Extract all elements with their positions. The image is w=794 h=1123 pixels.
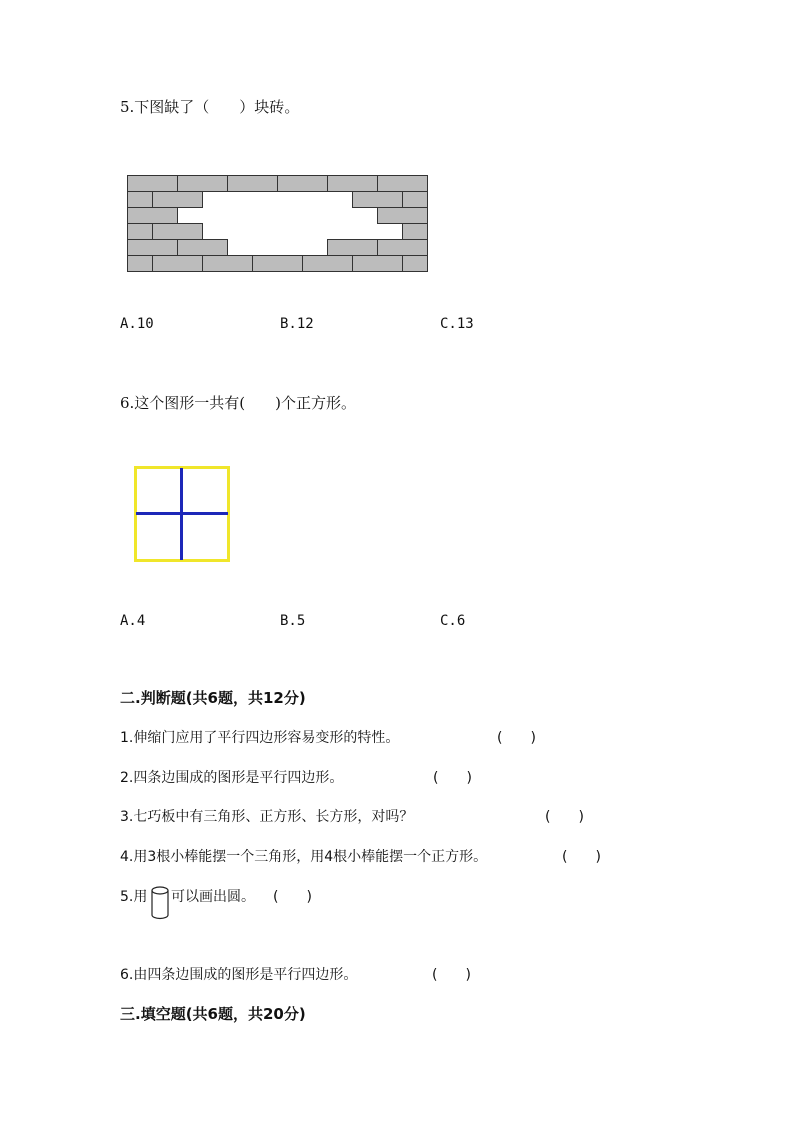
- tf-item-3-blank[interactable]: ( ): [545, 809, 584, 825]
- brick: [128, 176, 178, 192]
- tf-item-5-blank[interactable]: ( ): [273, 889, 312, 905]
- brick: [153, 224, 203, 240]
- brick: [153, 256, 203, 272]
- brick: [353, 256, 403, 272]
- q6-option-b[interactable]: B.5: [280, 613, 306, 629]
- tf-item-4-blank[interactable]: ( ): [562, 849, 601, 865]
- section-3-title: 三.填空题(共6题，共20分): [120, 1005, 306, 1023]
- brick: [328, 176, 378, 192]
- tf-item-5-before: 5.用: [120, 889, 148, 905]
- q5-option-a[interactable]: A.10: [120, 316, 154, 332]
- brick: [128, 256, 153, 272]
- brick: [203, 256, 253, 272]
- question-6: 6.这个图形一共有( )个正方形。: [120, 394, 357, 412]
- brick: [403, 256, 428, 272]
- tf-item-2: 2.四条边围成的图形是平行四边形。: [120, 770, 344, 786]
- brick-wall-figure: [127, 175, 427, 271]
- square-grid-figure: [134, 466, 230, 562]
- tf-item-2-blank[interactable]: ( ): [433, 770, 472, 786]
- q5-option-c[interactable]: C.13: [440, 316, 474, 332]
- tf-item-1-blank[interactable]: ( ): [497, 730, 536, 746]
- tf-item-6: 6.由四条边围成的图形是平行四边形。: [120, 967, 358, 983]
- brick: [403, 224, 428, 240]
- brick: [128, 192, 153, 208]
- question-5: 5.下图缺了（ ）块砖。: [120, 98, 300, 116]
- brick: [353, 192, 403, 208]
- tf-item-1: 1.伸缩门应用了平行四边形容易变形的特性。: [120, 730, 400, 746]
- q6-option-a[interactable]: A.4: [120, 613, 146, 629]
- brick: [128, 224, 153, 240]
- brick: [378, 208, 428, 224]
- brick: [378, 240, 428, 256]
- tf-item-6-blank[interactable]: ( ): [432, 967, 471, 983]
- q5-option-b[interactable]: B.12: [280, 316, 314, 332]
- brick: [178, 176, 228, 192]
- brick: [128, 208, 178, 224]
- brick: [378, 176, 428, 192]
- tf-item-5-after: 可以画出圆。: [171, 889, 255, 905]
- brick: [178, 240, 228, 256]
- brick: [278, 176, 328, 192]
- section-2-title: 二.判断题(共6题，共12分): [120, 689, 306, 707]
- brick: [253, 256, 303, 272]
- cylinder-icon: [150, 886, 170, 920]
- brick: [403, 192, 428, 208]
- brick: [153, 192, 203, 208]
- brick: [228, 176, 278, 192]
- brick: [128, 240, 178, 256]
- brick: [303, 256, 353, 272]
- tf-item-4: 4.用3根小棒能摆一个三角形，用4根小棒能摆一个正方形。: [120, 849, 488, 865]
- tf-item-3: 3.七巧板中有三角形、正方形、长方形，对吗？: [120, 809, 414, 825]
- q6-option-c[interactable]: C.6: [440, 613, 466, 629]
- brick: [328, 240, 378, 256]
